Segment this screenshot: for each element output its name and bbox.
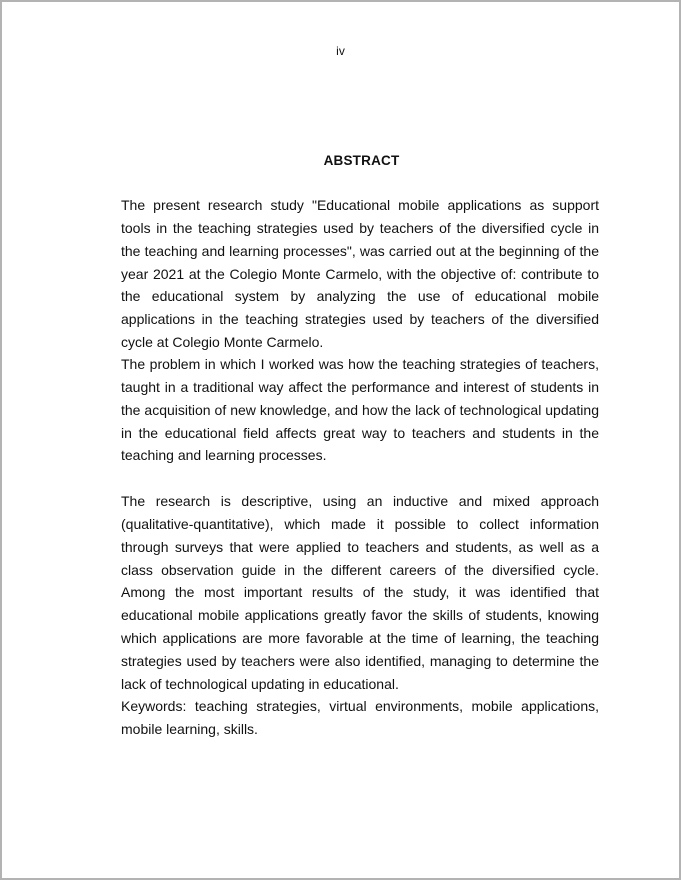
keywords-paragraph: Keywords: teaching strategies, virtual environments, mobile applications, mobile learning, skills. xyxy=(121,698,599,737)
page-number: iv xyxy=(336,44,345,58)
page-title: ABSTRACT xyxy=(323,153,400,168)
abstract-paragraph-1: The present research study "Educational mobile applications as support tools in the teaching strategies used by teachers of the diversified cycle in the teaching and learning processes", was carried out at the beginning of the year 2021 at the Colegio Monte Carmelo, with the objective of: contribute to the educational system by analyzing the use of educational mobile applications in the teaching strategies used by teachers of the diversified cycle at Colegio Monte Carmelo. xyxy=(121,197,599,351)
abstract-paragraph-2: The problem in which I worked was how the teaching strategies of teachers, taught in a traditional way affect the performance and interest of students in the acquisition of new knowledge, and how the lack of technological updating in the educational field affects great way to teachers and students in the teaching and learning processes. xyxy=(121,356,599,464)
abstract-paragraph-3: The research is descriptive, using an inductive and mixed approach (qualitative-quantitative), which made it possible to collect information through surveys that were applied to teachers and students, as well as a class observation guide in the different careers of the diversified cycle. Among the most important results of the study, it was identified that educational mobile applications greatly favor the skills of students, knowing which applications are more favorable at the time of learning, the teaching strategies used by teachers were also identified, managing to determine the lack of technological updating in educational. xyxy=(121,493,599,692)
